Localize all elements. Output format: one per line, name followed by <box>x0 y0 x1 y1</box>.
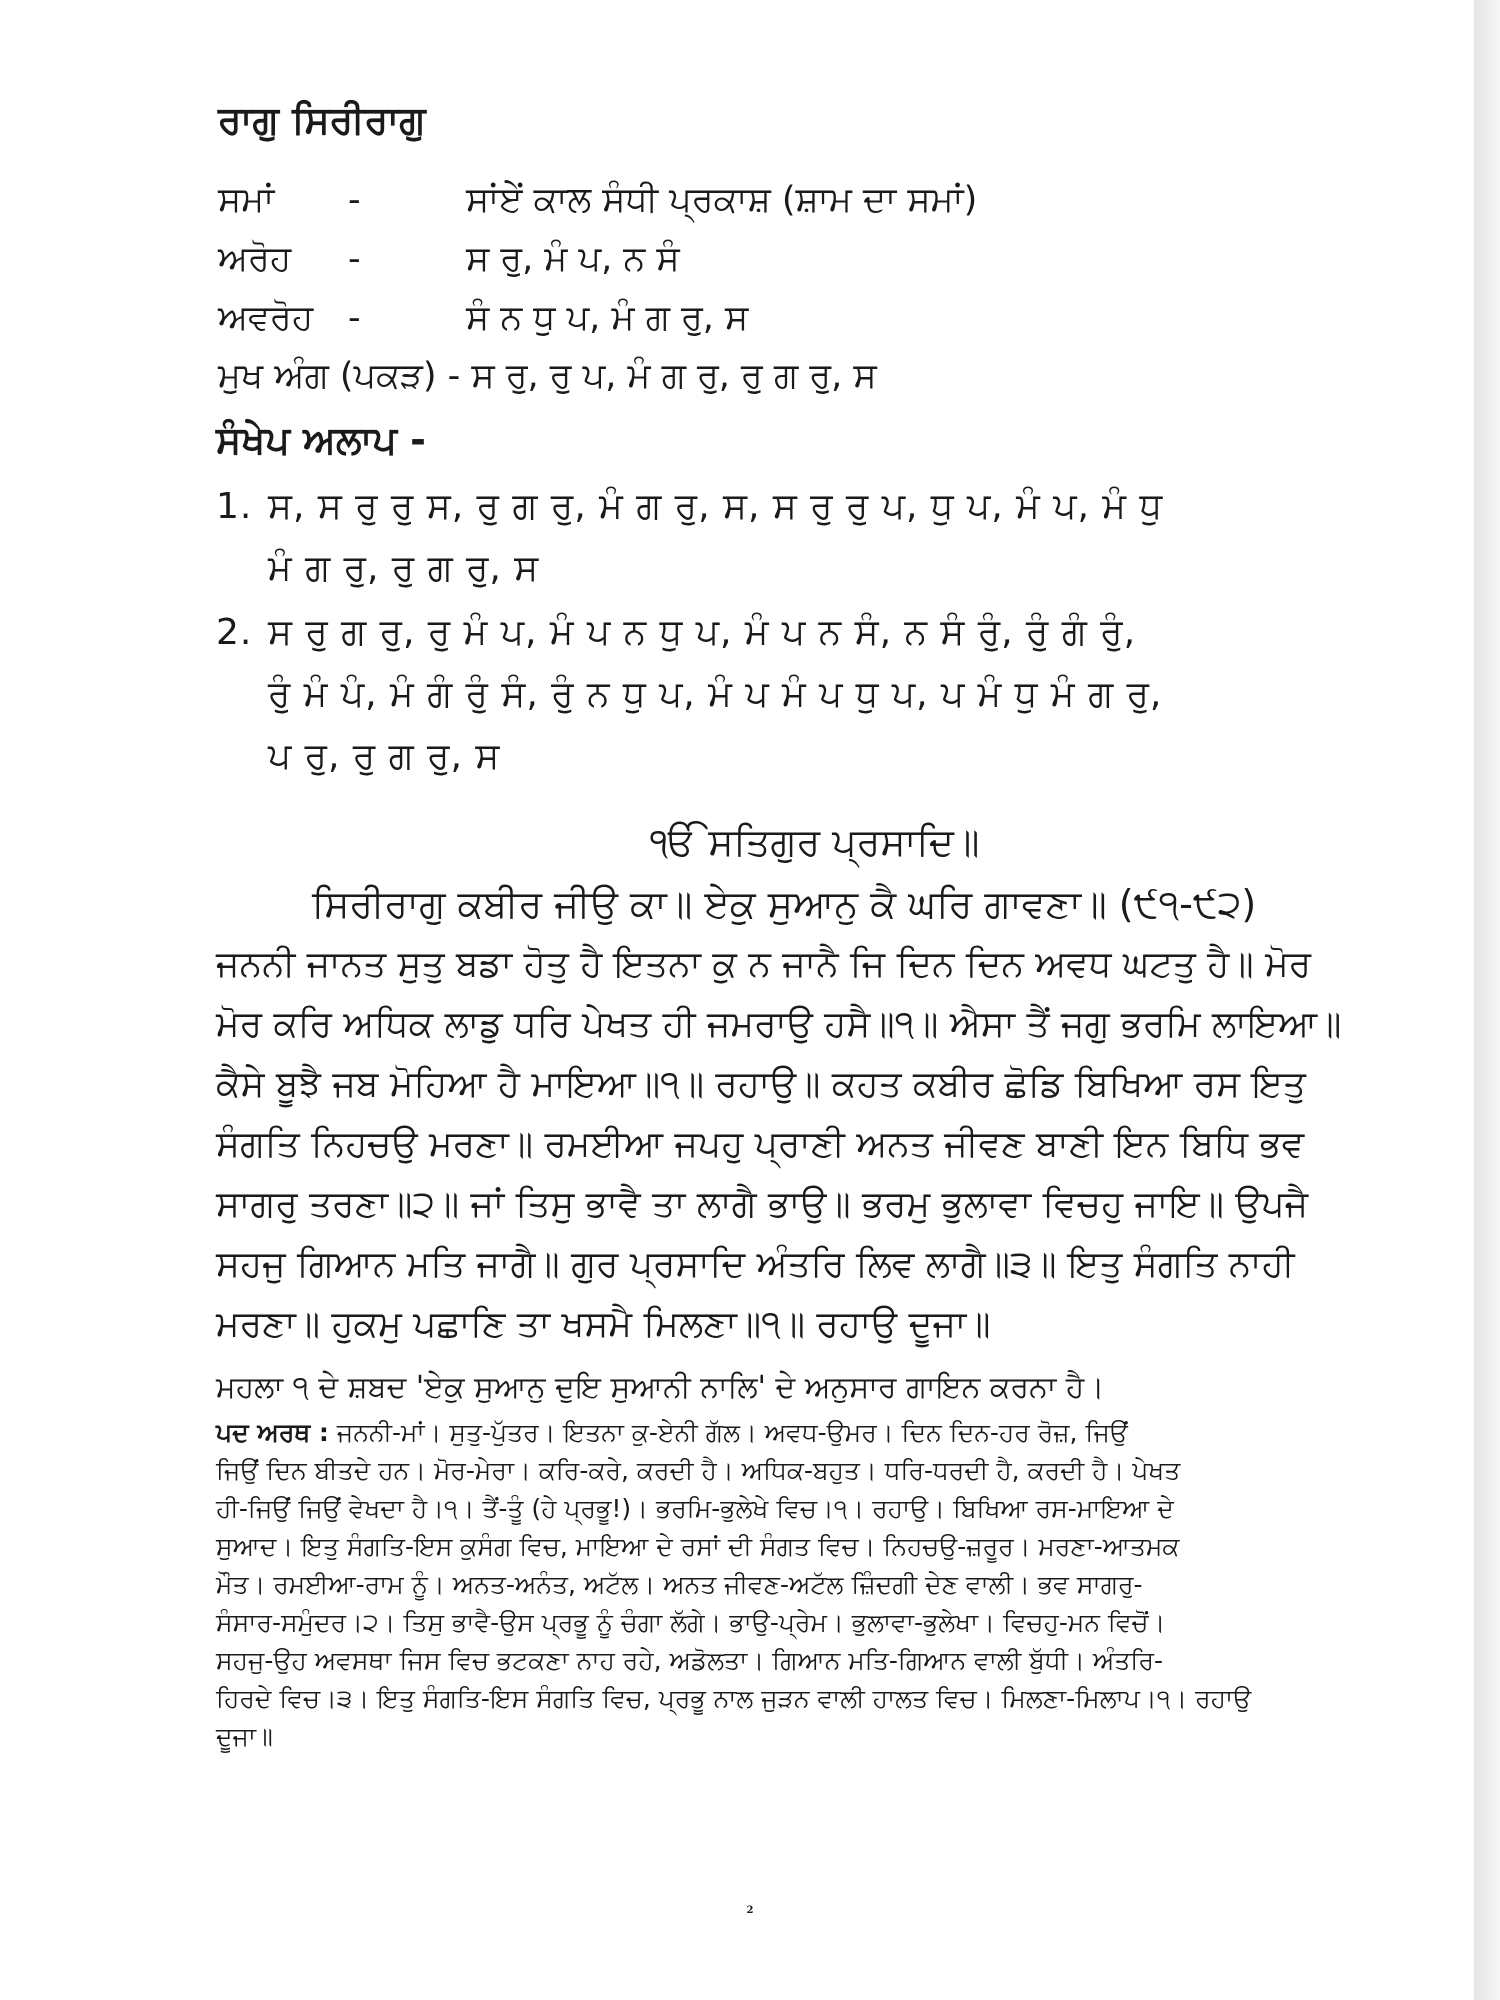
verse-line-4: ਸੰਗਤਿ ਨਿਹਚਉ ਮਰਣਾ॥ ਰਮਈਆ ਜਪਹੁ ਪ੍ਰਾਣੀ ਅਨਤ ਜੀਵਣ ਬਾਣੀ ਇਨ ਬਿਧਿ ਭਵ <box>216 1124 1305 1165</box>
alaap-1-line-1: ਸ, ਸ ਰੁ ਰੁ ਸ, ਰੁ ਗ ਰੁ, ਮੰ ਗ ਰੁ, ਸ, ਸ ਰੁ ਰੁ ਪ, ਧੁ ਪ, ਮੰ ਪ, ਮੰ ਧੁ <box>268 486 1164 527</box>
meanings-line-6: ਸੰਸਾਰ-ਸਮੁੰਦਰ।੨। ਤਿਸੁ ਭਾਵੈ-ਉਸ ਪ੍ਰਭੂ ਨੂੰ ਚੰਗਾ ਲੱਗੇ। ਭਾਉ-ਪ੍ਰੇਮ। ਭੁਲਾਵਾ-ਭੁਲੇਖਾ। ਵਿਚਹੁ-ਮਨ ਵਿਚੋਂ। <box>216 1608 1166 1637</box>
time-dash: - <box>348 180 361 220</box>
meanings-line-4: ਸੁਆਦ। ਇਤੁ ਸੰਗਤਿ-ਇਸ ਕੁਸੰਗ ਵਿਚ, ਮਾਇਆ ਦੇ ਰਸਾਂ ਦੀ ਸੰਗਤ ਵਿਚ। ਨਿਹਚਉ-ਜ਼ਰੂਰ। ਮਰਣਾ-ਆਤਮਕ <box>216 1532 1180 1561</box>
meanings-line-1 <box>216 1418 1128 1448</box>
alaap-2-line-3: ਪ ਰੁ, ਰੁ ਗ ਰੁ, ਸ <box>268 736 501 777</box>
avroh-value: ਸੰ ਨ ਧੁ ਪ, ਮੰ ਗ ਰੁ, ਸ <box>466 298 749 338</box>
alaap-2-number: 2. <box>216 612 253 653</box>
alaap-2-line-2: ਰੁੰ ਮੰ ਪੰ, ਮੰ ਗੰ ਰੁੰ ਸੰ, ਰੁੰ ਨ ਧੁ ਪ, ਮੰ ਪ ਮੰ ਪ ਧੁ ਪ, ਪ ਮੰ ਧੁ ਮੰ ਗ ਰੁ, <box>268 674 1163 715</box>
meanings-first-text: ਜਨਨੀ-ਮਾਂ। ਸੁਤੁ-ਪੁੱਤਰ। ਇਤਨਾ ਕੁ-ਏਨੀ ਗੱਲ। ਅਵਧ-ਉਮਰ। ਦਿਨ ਦਿਨ-ਹਰ ਰੋਜ਼, ਜਿਉਂ <box>336 1418 1128 1447</box>
meanings-line-7: ਸਹਜੁ-ਉਹ ਅਵਸਥਾ ਜਿਸ ਵਿਚ ਭਟਕਣਾ ਨਾਹ ਰਹੇ, ਅਡੋਲਤਾ। ਗਿਆਨ ਮਤਿ-ਗਿਆਨ ਵਾਲੀ ਬੁੱਧੀ। ਅੰਤਰਿ- <box>216 1646 1163 1675</box>
raag-heading: ਰਾਗੁ ਸਿਰੀਰਾਗੁ <box>218 98 426 142</box>
alaap-1-number: 1. <box>216 486 253 527</box>
mahla-note: ਮਹਲਾ ੧ ਦੇ ਸ਼ਬਦ 'ਏਕੁ ਸੁਆਨੁ ਦੁਇ ਸੁਆਨੀ ਨਾਲਿ' ਦੇ ਅਨੁਸਾਰ ਗਾਇਨ ਕਰਨਾ ਹੈ। <box>216 1370 1105 1405</box>
raag-line: ਸਿਰੀਰਾਗੁ ਕਬੀਰ ਜੀਉ ਕਾ॥ ਏਕੁ ਸੁਆਨੁ ਕੈ ਘਰਿ ਗਾਵਣਾ॥ (੯੧-੯੨) <box>312 882 1257 926</box>
aroh-value: ਸ ਰੁ, ਮੰ ਪ, ਨ ਸੰ <box>466 239 680 279</box>
alaap-1-line-2: ਮੰ ਗ ਰੁ, ਰੁ ਗ ਰੁ, ਸ <box>268 548 540 589</box>
meanings-label: ਪਦ ਅਰਥ : <box>216 1418 329 1447</box>
page-number: 2 <box>746 1905 754 1916</box>
verse-line-2: ਮੋਰ ਕਰਿ ਅਧਿਕ ਲਾਡੁ ਧਰਿ ਪੇਖਤ ਹੀ ਜਮਰਾਉ ਹਸੈ॥੧॥ ਐਸਾ ਤੈਂ ਜਗੁ ਭਰਮਿ ਲਾਇਆ॥ <box>216 1004 1342 1045</box>
avroh-dash: - <box>348 298 361 338</box>
verse-line-5: ਸਾਗਰੁ ਤਰਣਾ॥੨॥ ਜਾਂ ਤਿਸੁ ਭਾਵੈ ਤਾ ਲਾਗੈ ਭਾਉ॥ ਭਰਮੁ ਭੁਲਾਵਾ ਵਿਚਹੁ ਜਾਇ॥ ਉਪਜੈ <box>216 1184 1309 1225</box>
verse-line-1: ਜਨਨੀ ਜਾਨਤ ਸੁਤੁ ਬਡਾ ਹੋਤੁ ਹੈ ਇਤਨਾ ਕੁ ਨ ਜਾਨੈ ਜਿ ਦਿਨ ਦਿਨ ਅਵਧ ਘਟਤੁ ਹੈ॥ ਮੋਰ <box>216 944 1312 985</box>
shabad-title: ੴ ਸਤਿਗੁਰ ਪ੍ਰਸਾਦਿ॥ <box>650 820 980 864</box>
verse-line-7: ਮਰਣਾ॥ ਹੁਕਮੁ ਪਛਾਣਿ ਤਾ ਖਸਮੈ ਮਿਲਣਾ॥੧॥ ਰਹਾਉ ਦੂਜਾ॥ <box>216 1304 991 1345</box>
meanings-line-9: ਦੂਜਾ॥ <box>216 1722 273 1751</box>
avroh-label: ਅਵਰੋਹ <box>218 298 314 338</box>
time-value: ਸਾਂਏਂ ਕਾਲ ਸੰਧੀ ਪ੍ਰਕਾਸ਼ (ਸ਼ਾਮ ਦਾ ਸਮਾਂ) <box>466 180 978 220</box>
meanings-line-3: ਹੀ-ਜਿਉਂ ਜਿਉਂ ਵੇਖਦਾ ਹੈ।੧। ਤੈਂ-ਤੂੰ (ਹੇ ਪ੍ਰਭੂ!)। ਭਰਮਿ-ਭੁਲੇਖੇ ਵਿਚ।੧। ਰਹਾਉ। ਬਿਖਿਆ ਰਸ-ਮਾਇਆ ਦੇ <box>216 1494 1174 1523</box>
alaap-heading: ਸੰਖੇਪ ਅਲਾਪ - <box>216 418 426 462</box>
pakad-line: ਮੁਖ ਅੰਗ (ਪਕੜ) - ਸ ਰੁ, ਰੁ ਪ, ਮੰ ਗ ਰੁ, ਰੁ ਗ ਰੁ, ਸ <box>218 356 877 396</box>
aroh-dash: - <box>348 239 361 279</box>
alaap-2-line-1: ਸ ਰੁ ਗ ਰੁ, ਰੁ ਮੰ ਪ, ਮੰ ਪ ਨ ਧੁ ਪ, ਮੰ ਪ ਨ ਸੰ, ਨ ਸੰ ਰੁੰ, ਰੁੰ ਗੰ ਰੁੰ, <box>268 612 1137 653</box>
page-edge-shadow <box>1474 0 1500 2000</box>
meanings-line-2: ਜਿਉਂ ਦਿਨ ਬੀਤਦੇ ਹਨ। ਮੋਰ-ਮੇਰਾ। ਕਰਿ-ਕਰੇ, ਕਰਦੀ ਹੈ। ਅਧਿਕ-ਬਹੁਤ। ਧਰਿ-ਧਰਦੀ ਹੈ, ਕਰਦੀ ਹੈ। ਪੇਖਤ <box>216 1456 1181 1485</box>
verse-line-6: ਸਹਜੁ ਗਿਆਨ ਮਤਿ ਜਾਗੈ॥ ਗੁਰ ਪ੍ਰਸਾਦਿ ਅੰਤਰਿ ਲਿਵ ਲਾਗੈ॥੩॥ ਇਤੁ ਸੰਗਤਿ ਨਾਹੀ <box>216 1244 1295 1285</box>
verse-line-3: ਕੈਸੇ ਬੂਝੈ ਜਬ ਮੋਹਿਆ ਹੈ ਮਾਇਆ॥੧॥ ਰਹਾਉ॥ ਕਹਤ ਕਬੀਰ ਛੋਡਿ ਬਿਖਿਆ ਰਸ ਇਤੁ <box>216 1064 1306 1105</box>
time-label: ਸਮਾਂ <box>218 180 275 220</box>
meanings-line-5: ਮੌਤ। ਰਮਈਆ-ਰਾਮ ਨੂੰ। ਅਨਤ-ਅਨੰਤ, ਅਟੱਲ। ਅਨਤ ਜੀਵਣ-ਅਟੱਲ ਜ਼ਿੰਦਗੀ ਦੇਣ ਵਾਲੀ। ਭਵ ਸਾਗਰੁ- <box>216 1570 1143 1599</box>
meanings-line-8: ਹਿਰਦੇ ਵਿਚ।੩। ਇਤੁ ਸੰਗਤਿ-ਇਸ ਸੰਗਤਿ ਵਿਚ, ਪ੍ਰਭੂ ਨਾਲ ਜੁੜਨ ਵਾਲੀ ਹਾਲਤ ਵਿਚ। ਮਿਲਣਾ-ਮਿਲਾਪ।੧। ਰਹਾਉ <box>216 1684 1252 1713</box>
aroh-label: ਅਰੋਹ <box>218 239 292 279</box>
